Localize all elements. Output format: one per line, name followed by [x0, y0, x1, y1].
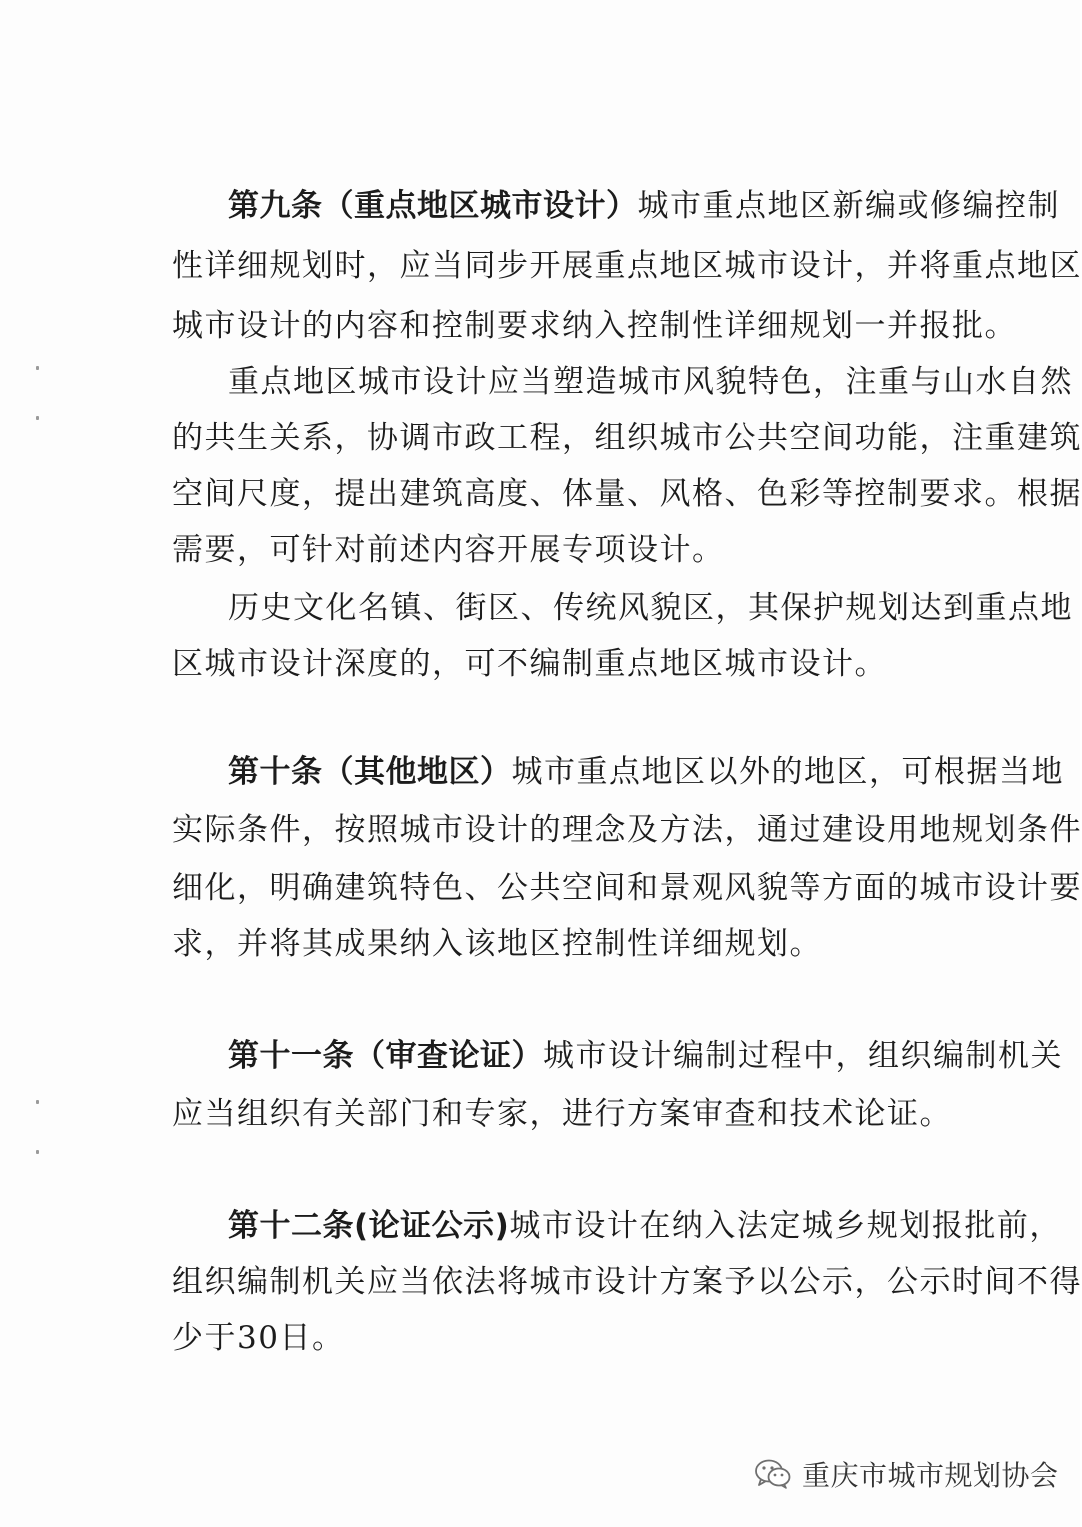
article-9-para3-line-2: 区城市设计深度的，可不编制重点地区城市设计。 [172, 646, 887, 682]
article-10-line-1 [228, 752, 1064, 792]
article-9-para3-line-1: 历史文化名镇、街区、传统风貌区，其保护规划达到重点地 [228, 590, 1073, 626]
wechat-watermark [754, 1452, 1059, 1496]
article-9-text: 城市重点地区新编或修编控制 [637, 188, 1060, 224]
article-10-line-4: 求，并将其成果纳入该地区控制性详细规划。 [172, 926, 822, 962]
article-11-text: 城市设计编制过程中，组织编制机关 [543, 1038, 1063, 1074]
article-10-line-2: 实际条件，按照城市设计的理念及方法，通过建设用地规划条件 [172, 812, 1082, 848]
scan-speck [36, 1150, 39, 1154]
article-12-line-1 [228, 1206, 1062, 1246]
article-9-line-2: 性详细规划时，应当同步开展重点地区城市设计，并将重点地区 [172, 248, 1082, 284]
article-12-line-2: 组织编制机关应当依法将城市设计方案予以公示，公示时间不得 [172, 1264, 1082, 1300]
article-9-para2-line-1: 重点地区城市设计应当塑造城市风貌特色，注重与山水自然 [228, 364, 1073, 400]
article-9-para2-line-4: 需要，可针对前述内容开展专项设计。 [172, 532, 725, 568]
watermark-text: 重庆市城市规划协会 [802, 1459, 1059, 1492]
article-11-line-2: 应当组织有关部门和专家，进行方案审查和技术论证。 [172, 1096, 952, 1132]
article-11-heading: 第十一条（审查论证） [228, 1038, 543, 1074]
article-9-line-1 [228, 186, 1060, 226]
article-9-heading: 第九条（重点地区城市设计） [228, 188, 638, 224]
article-10-line-3: 细化，明确建筑特色、公共空间和景观风貌等方面的城市设计要 [172, 870, 1082, 906]
article-9-para2-line-3: 空间尺度，提出建筑高度、体量、风格、色彩等控制要求。根据 [172, 476, 1082, 512]
article-9-para2-line-2: 的共生关系，协调市政工程，组织城市公共空间功能，注重建筑 [172, 420, 1082, 456]
article-10-heading: 第十条（其他地区） [228, 754, 512, 790]
scan-speck [36, 366, 39, 370]
article-12-text: 城市设计在纳入法定城乡规划报批前， [509, 1208, 1062, 1244]
article-10-text: 城市重点地区以外的地区，可根据当地 [511, 754, 1064, 790]
article-9-line-3: 城市设计的内容和控制要求纳入控制性详细规划一并报批。 [172, 308, 1017, 344]
article-12-line-3: 少于30日。 [172, 1320, 345, 1356]
scan-speck [36, 416, 39, 420]
article-12-heading: 第十二条(论证公示) [228, 1208, 510, 1244]
article-11-line-1 [228, 1036, 1063, 1076]
wechat-icon [754, 1458, 792, 1490]
scan-speck [36, 1100, 39, 1104]
